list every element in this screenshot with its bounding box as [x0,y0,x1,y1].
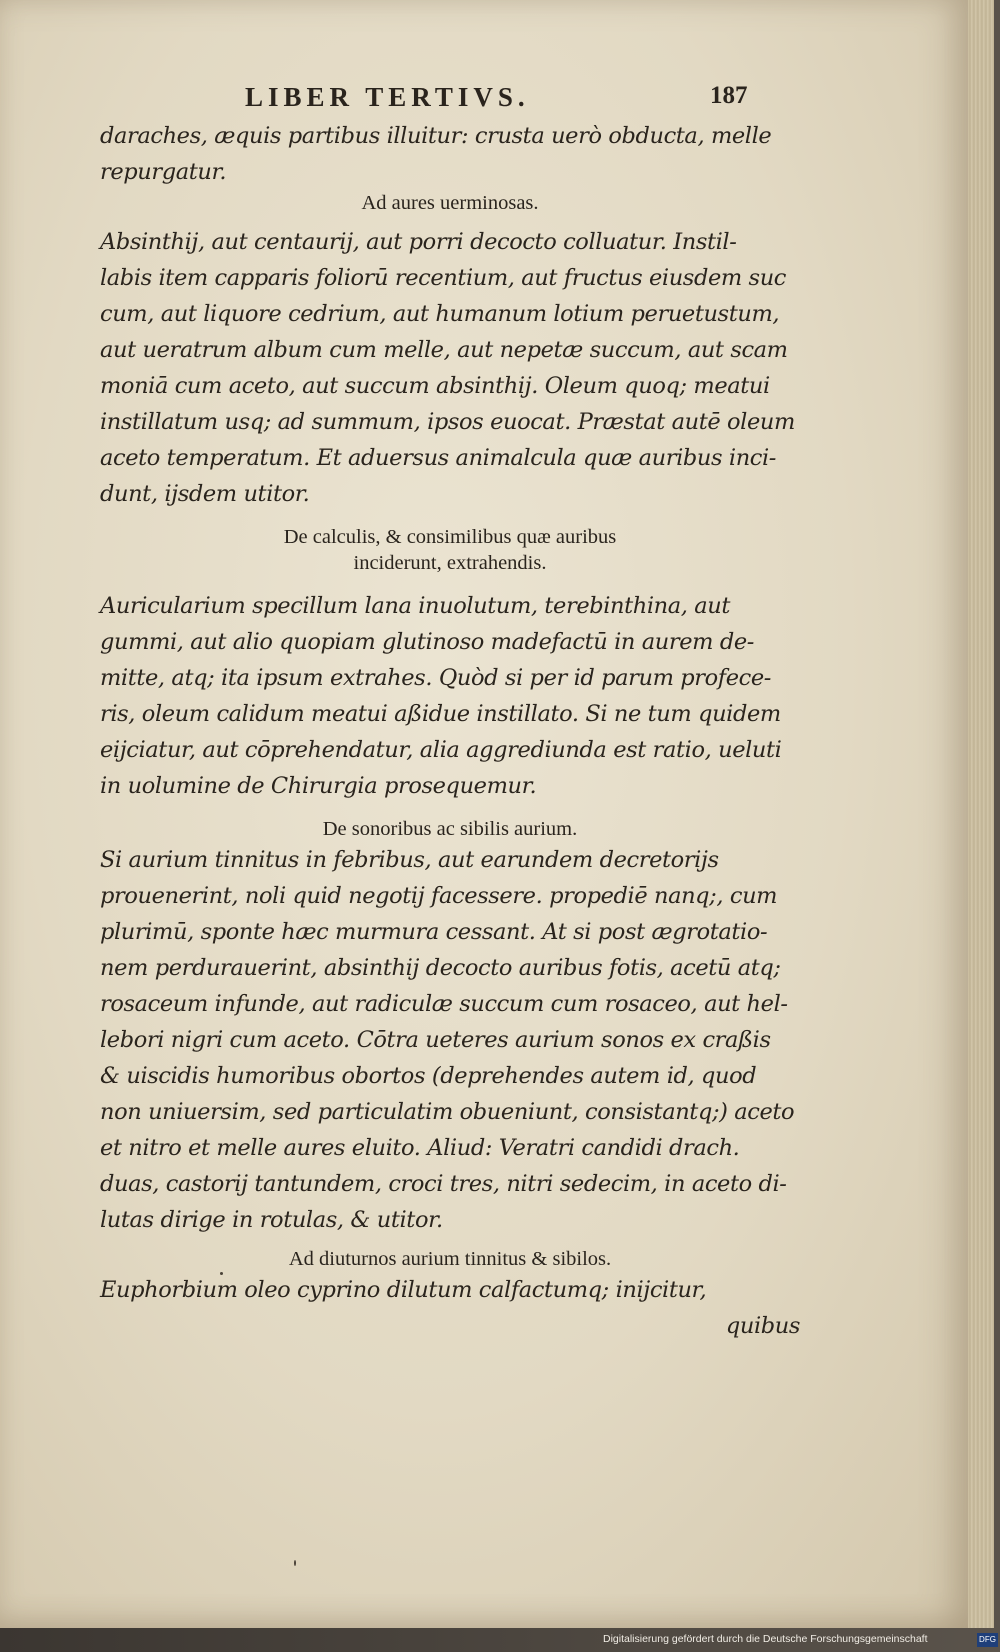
text-line: ris, oleum calidum meatui aßidue instillato. Si ne tum quidem [100,701,781,727]
section-heading-sounds: De sonoribus ac sibilis aurium. [322,818,578,840]
section-heading-tinnitus: Ad diuturnos aurium tinnitus & sibilos. [288,1248,612,1270]
ink-speck [294,1560,296,1566]
text-line: aut ueratrum album cum melle, aut nepetæ succum, aut scam [100,337,788,363]
text-line: aceto temperatum. Et aduersus animalcula quæ auribus inci- [100,445,776,471]
section-heading-calculi-cont: inciderunt, extrahendis. [353,552,547,574]
page-edge [968,0,994,1628]
text-line: cum, aut liquore cedrium, aut humanum lotium peruetustum, [100,301,780,327]
text-line: prouenerint, noli quid negotij facessere. propediē nanq;, cum [100,883,778,909]
ink-speck [220,1272,223,1275]
catchword: quibus [725,1313,800,1339]
text-line: plurimū, sponte hæc murmura cessant. At si post ægrotatio- [100,919,768,945]
text-line: Absinthij, aut centaurij, aut porri decocto colluatur. Instil- [100,229,737,255]
intro-line: repurgatur. [100,159,227,185]
text-line: et nitro et melle aures eluito. Aliud: Veratri candidi drach. [100,1135,740,1161]
section-heading-calculi: De calculis, & consimilibus quæ auribus [283,526,617,548]
text-block [100,78,800,1344]
text-line: Si aurium tinnitus in febribus, aut earundem decretorijs [100,847,719,873]
text-line: rosaceum infunde, aut radiculæ succum cum rosaceo, aut hel- [100,991,788,1017]
dfg-logo: DFG [977,1633,998,1647]
text-line: non uniuersim, sed particulatim obueniunt, consistantq;) aceto [100,1099,795,1125]
intro-line: daraches, æquis partibus illuitur: crusta uerò obducta, melle [100,123,772,149]
text-line: in uolumine de Chirurgia prosequemur. [100,773,537,799]
text-line: duas, castorij tantundem, croci tres, nitri sedecim, in aceto di- [100,1171,787,1197]
text-line: lebori nigri cum aceto. Cōtra ueteres aurium sonos ex craßis [100,1027,771,1053]
text-line: mitte, atq; ita ipsum extrahes. Quòd si per id parum profece- [100,665,771,691]
text-line: gummi, aut alio quopiam glutinoso madefactū in aurem de- [100,629,754,655]
text-line: labis item capparis foliorū recentium, aut fructus eiusdem suc [100,265,786,291]
text-line: eijciatur, aut cōprehendatur, alia aggrediunda est ratio, ueluti [100,737,782,763]
text-line: Euphorbium oleo cyprino dilutum calfactumq; inijcitur, [100,1277,707,1303]
digitization-credit: Digitalisierung gefördert durch die Deutsche Forschungsgemeinschaft [603,1633,928,1645]
running-title: LIBER TERTIVS. [245,82,530,112]
text-line: instillatum usq; ad summum, ipsos euocat. Præstat autē oleum [100,409,795,435]
section-heading-worms: Ad aures uerminosas. [361,192,539,214]
running-head [100,78,800,118]
text-line: Auricularium specillum lana inuolutum, terebinthina, aut [100,593,731,619]
text-line: dunt, ijsdem utitor. [100,481,310,507]
text-line: moniā cum aceto, aut succum absinthij. Oleum quoq; meatui [100,373,770,399]
page-number: 187 [710,82,748,109]
text-line: & uiscidis humoribus obortos (deprehendes autem id, quod [100,1063,757,1089]
text-line: nem perdurauerint, absinthij decocto auribus fotis, acetū atq; [100,955,781,981]
text-line: lutas dirige in rotulas, & utitor. [100,1207,443,1233]
